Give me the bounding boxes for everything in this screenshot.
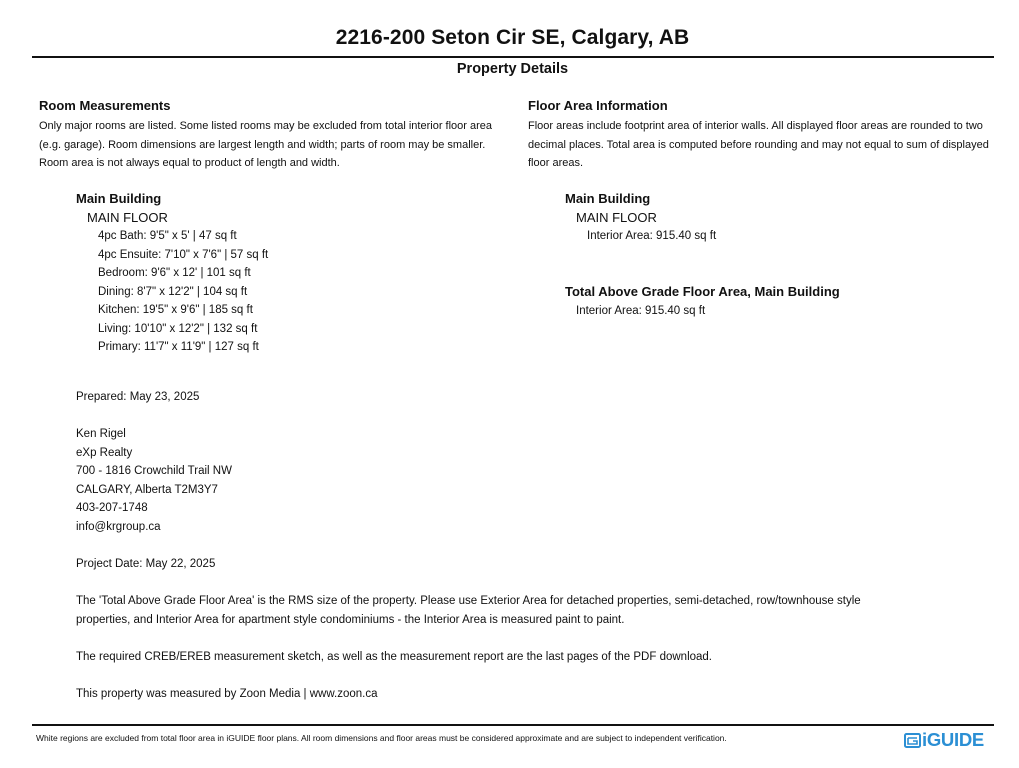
- floor-name: MAIN FLOOR: [576, 209, 657, 225]
- rms-note-line: The 'Total Above Grade Floor Area' is the RMS size of the property. Please use Exterior Area for detached properties, semi-detached, row/townhouse style: [76, 595, 861, 607]
- prepared-date: Prepared: May 23, 2025: [76, 391, 200, 403]
- agent-phone: 403-207-1748: [76, 502, 148, 514]
- measured-by-note: This property was measured by Zoon Media | www.zoon.ca: [76, 688, 378, 700]
- intro-line: Only major rooms are listed. Some listed rooms may be excluded from total interior floor area: [39, 120, 493, 132]
- intro-line: decimal places. Total area is computed before rounding and may not equal to sum of displayed: [528, 138, 989, 151]
- total-floor-area-heading: Total Above Grade Floor Area, Main Building: [565, 284, 840, 299]
- rms-note: [76, 592, 916, 629]
- room-item: Primary: 11'7" x 11'9" | 127 sq ft: [98, 341, 259, 353]
- room-item: Kitchen: 19'5" x 9'6" | 185 sq ft: [98, 304, 253, 316]
- room-item: Living: 10'10" x 12'2" | 132 sq ft: [98, 322, 258, 335]
- agent-name: Ken Rigel: [76, 428, 126, 440]
- intro-line: Room area is not always equal to product of length and width.: [39, 157, 340, 169]
- iguide-logo-text: iGUIDE: [922, 729, 984, 750]
- room-item: 4pc Bath: 9'5" x 5' | 47 sq ft: [98, 230, 237, 242]
- page-subtitle: Property Details: [456, 61, 569, 77]
- room-measurements-heading: Room Measurements: [39, 98, 171, 113]
- agent-company: eXp Realty: [76, 446, 133, 459]
- room-measurements-intro: [39, 117, 509, 173]
- floor-area-building: [565, 190, 716, 246]
- footer-divider: [32, 724, 994, 726]
- project-date: Project Date: May 22, 2025: [76, 558, 216, 570]
- floor-area-heading: Floor Area Information: [528, 98, 668, 113]
- room-list-building: [76, 190, 268, 357]
- agent-email: info@krgroup.ca: [76, 520, 161, 533]
- building-name: Main Building: [76, 191, 162, 206]
- intro-line: floor areas.: [528, 157, 584, 169]
- total-floor-area: [565, 283, 840, 320]
- room-item: 4pc Ensuite: 7'10" x 7'6" | 57 sq ft: [98, 248, 269, 261]
- floor-name: MAIN FLOOR: [87, 209, 168, 225]
- building-name: Main Building: [565, 191, 651, 206]
- agent-address-line2: CALGARY, Alberta T2M3Y7: [76, 483, 218, 496]
- intro-line: (e.g. garage). Room dimensions are largest length and width; parts of room may be smaller.: [39, 138, 486, 151]
- room-item: Bedroom: 9'6" x 12' | 101 sq ft: [98, 267, 251, 279]
- rms-note-line: properties, and Interior Area for apartment style condominiums - the Interior Area is measured paint to paint.: [76, 613, 625, 626]
- room-measurements-section: [39, 98, 509, 173]
- page-title: 2216-200 Seton Cir SE, Calgary, AB: [335, 26, 690, 49]
- iguide-logo: [904, 729, 984, 751]
- total-interior-area: Interior Area: 915.40 sq ft: [576, 304, 706, 317]
- intro-line: Floor areas include footprint area of interior walls. All displayed floor areas are rounded to two: [528, 120, 983, 132]
- iguide-logo-icon: [904, 732, 921, 749]
- floor-area-section: [528, 98, 1003, 173]
- floor-area-intro: [528, 117, 1003, 173]
- floor-interior-area: Interior Area: 915.40 sq ft: [587, 230, 717, 242]
- room-item: Dining: 8'7" x 12'2" | 104 sq ft: [98, 285, 248, 298]
- header-divider: [32, 56, 994, 58]
- footer-disclaimer: White regions are excluded from total floor area in iGUIDE floor plans. All room dimensions and floor areas must be considered approximate and are subject to independent verification.: [36, 733, 727, 743]
- agent-contact: [76, 425, 916, 536]
- creb-note: The required CREB/EREB measurement sketch, as well as the measurement report are the last pages of the PDF download.: [76, 651, 713, 663]
- agent-address-line1: 700 - 1816 Crowchild Trail NW: [76, 465, 232, 477]
